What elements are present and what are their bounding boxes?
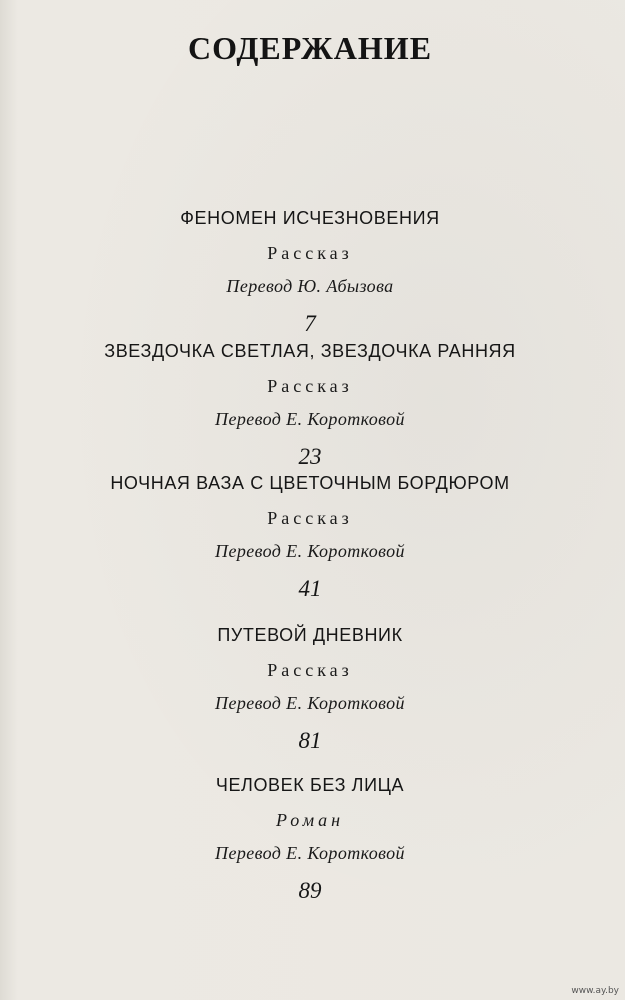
entry-title: ЧЕЛОВЕК БЕЗ ЛИЦА	[215, 775, 405, 795]
entry-page-number: 41	[298, 576, 322, 601]
entry-translator: Перевод Е. Коротковой	[215, 843, 405, 863]
entry-page-number: 89	[298, 878, 322, 903]
entry-translator: Перевод Е. Коротковой	[215, 541, 405, 561]
entry-page-number: 7	[304, 311, 316, 336]
entry-translator: Перевод Е. Коротковой	[215, 693, 405, 713]
entry-page-number: 81	[298, 728, 322, 753]
entry-title: НОЧНАЯ ВАЗА С ЦВЕТОЧНЫМ БОРДЮРОМ	[110, 473, 510, 493]
toc-entry-4	[40, 625, 580, 754]
entry-genre: Рассказ	[267, 660, 353, 680]
toc-entry-2	[40, 341, 580, 470]
page-title: СОДЕРЖАНИЕ	[187, 30, 433, 66]
entry-translator: Перевод Ю. Абызова	[226, 276, 394, 296]
entry-title: ПУТЕВОЙ ДНЕВНИК	[217, 625, 403, 645]
entry-genre: Рассказ	[267, 376, 353, 396]
toc-entry-3	[40, 473, 580, 602]
toc-entry-5	[40, 775, 580, 904]
entry-genre: Рассказ	[267, 243, 353, 263]
entry-genre: Рассказ	[267, 508, 353, 528]
site-watermark: www.ay.by	[571, 986, 619, 996]
entry-translator: Перевод Е. Коротковой	[215, 409, 405, 429]
entry-page-number: 23	[298, 444, 322, 469]
entry-genre: Роман	[275, 810, 345, 830]
entry-title: ФЕНОМЕН ИСЧЕЗНОВЕНИЯ	[180, 208, 440, 228]
entry-title: ЗВЕЗДОЧКА СВЕТЛАЯ, ЗВЕЗДОЧКА РАННЯЯ	[104, 341, 516, 361]
toc-entry-1	[40, 208, 580, 337]
